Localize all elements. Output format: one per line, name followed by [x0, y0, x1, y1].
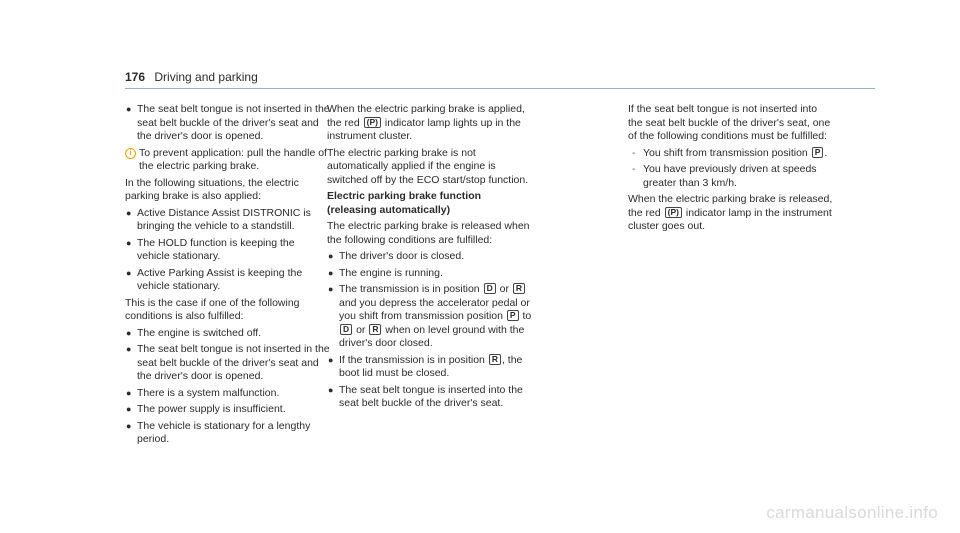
- gear-p-icon: P: [507, 310, 519, 321]
- paragraph: This is the case if one of the following conditions is also fulfilled:: [125, 296, 300, 322]
- list-item: ● There is a system malfunction.: [126, 386, 280, 399]
- paragraph: In the following situations, the electric parking brake is also applied:: [125, 176, 299, 202]
- parking-brake-lamp-icon: (P): [364, 117, 381, 128]
- list-item: ● The engine is switched off.: [126, 326, 262, 339]
- list-item: ● The seat belt tongue is inserted into the seat belt buckle of the driver's seat.: [328, 383, 523, 409]
- list-item: ● The engine is running.: [328, 266, 443, 279]
- list-item: ● The power supply is insufficient.: [126, 403, 286, 415]
- bullet-icon: ●: [126, 327, 132, 338]
- page-number: 176: [125, 70, 146, 84]
- paragraph: The electric parking brake is released when the following conditions are fulfilled:: [327, 220, 530, 246]
- paragraph: When the electric parking brake is applied, the red (P) indicator lamp lights up in the instrument cluster.: [327, 103, 525, 142]
- note: i To prevent application: pull the handle of the electric parking brake.: [125, 147, 330, 174]
- list-item: ● The seat belt tongue is not inserted in the seat belt buckle of the driver's seat and the driver's door is opened.: [126, 343, 330, 382]
- column-2: [327, 103, 532, 414]
- list-item: ● The driver's door is closed.: [328, 250, 465, 262]
- info-icon: i: [125, 148, 136, 159]
- bullet-icon: ●: [126, 237, 132, 248]
- list-item: ● The transmission is in position D or R and you depress the accelerator pedal or you shift from transmission position P to D or R when on level ground with the driver's door closed.: [328, 283, 532, 349]
- dash-icon: -: [632, 146, 636, 159]
- bullet-icon: ●: [328, 284, 334, 294]
- bullet-icon: ●: [328, 354, 334, 365]
- bullet-icon: ●: [328, 384, 334, 395]
- gear-d-icon: D: [484, 283, 496, 294]
- list-item: - You have previously driven at speeds greater than 3 km/h.: [632, 163, 817, 189]
- bullet-icon: ●: [126, 104, 132, 114]
- list-item: - You shift from transmission position P .: [632, 146, 828, 159]
- column-1: [125, 103, 330, 450]
- bullet-icon: ●: [126, 404, 132, 414]
- list-item: ● The seat belt tongue is not inserted in the seat belt buckle of the driver's seat and the driver's door is opened.: [126, 103, 330, 142]
- page-header: [125, 70, 258, 84]
- paragraph: When the electric parking brake is released, the red (P) indicator lamp in the instrument cluster goes out.: [628, 193, 833, 232]
- bullet-icon: ●: [126, 387, 132, 398]
- column-3: [628, 103, 833, 237]
- paragraph: If the seat belt tongue is not inserted into the seat belt buckle of the driver's seat, one of the following conditions must be fulfilled:: [628, 103, 831, 142]
- list-item: ● Active Parking Assist is keeping the vehicle stationary.: [126, 266, 303, 292]
- gear-p-icon: P: [812, 147, 824, 158]
- gear-r-icon: R: [369, 324, 381, 335]
- bullet-icon: ●: [126, 420, 132, 431]
- list-item: ● If the transmission is in position R , the boot lid must be closed.: [328, 353, 523, 379]
- gear-r-icon: R: [513, 283, 525, 294]
- bullet-icon: ●: [126, 344, 132, 354]
- section-heading: Electric parking brake function (releasing automatically): [327, 190, 482, 216]
- dash-icon: -: [632, 163, 636, 175]
- paragraph: The electric parking brake is not automatically applied if the engine is switched off by the ECO start/stop function.: [327, 146, 529, 186]
- list-item: ● The vehicle is stationary for a lengthy period.: [126, 419, 311, 445]
- list-item: ● Active Distance Assist DISTRONIC is bringing the vehicle to a standstill.: [126, 206, 311, 232]
- bullet-icon: ●: [328, 251, 334, 261]
- bullet-icon: ●: [126, 207, 132, 218]
- list-item: ● The HOLD function is keeping the vehicle stationary.: [126, 236, 295, 262]
- header-rule: [125, 88, 875, 89]
- section-title: Driving and parking: [154, 70, 258, 84]
- gear-d-icon: D: [340, 324, 352, 335]
- bullet-icon: ●: [328, 267, 334, 278]
- gear-r-icon: R: [489, 354, 501, 365]
- watermark: carmanualsonline.info: [766, 503, 938, 522]
- parking-brake-lamp-icon: (P): [665, 207, 682, 218]
- bullet-icon: ●: [126, 267, 132, 278]
